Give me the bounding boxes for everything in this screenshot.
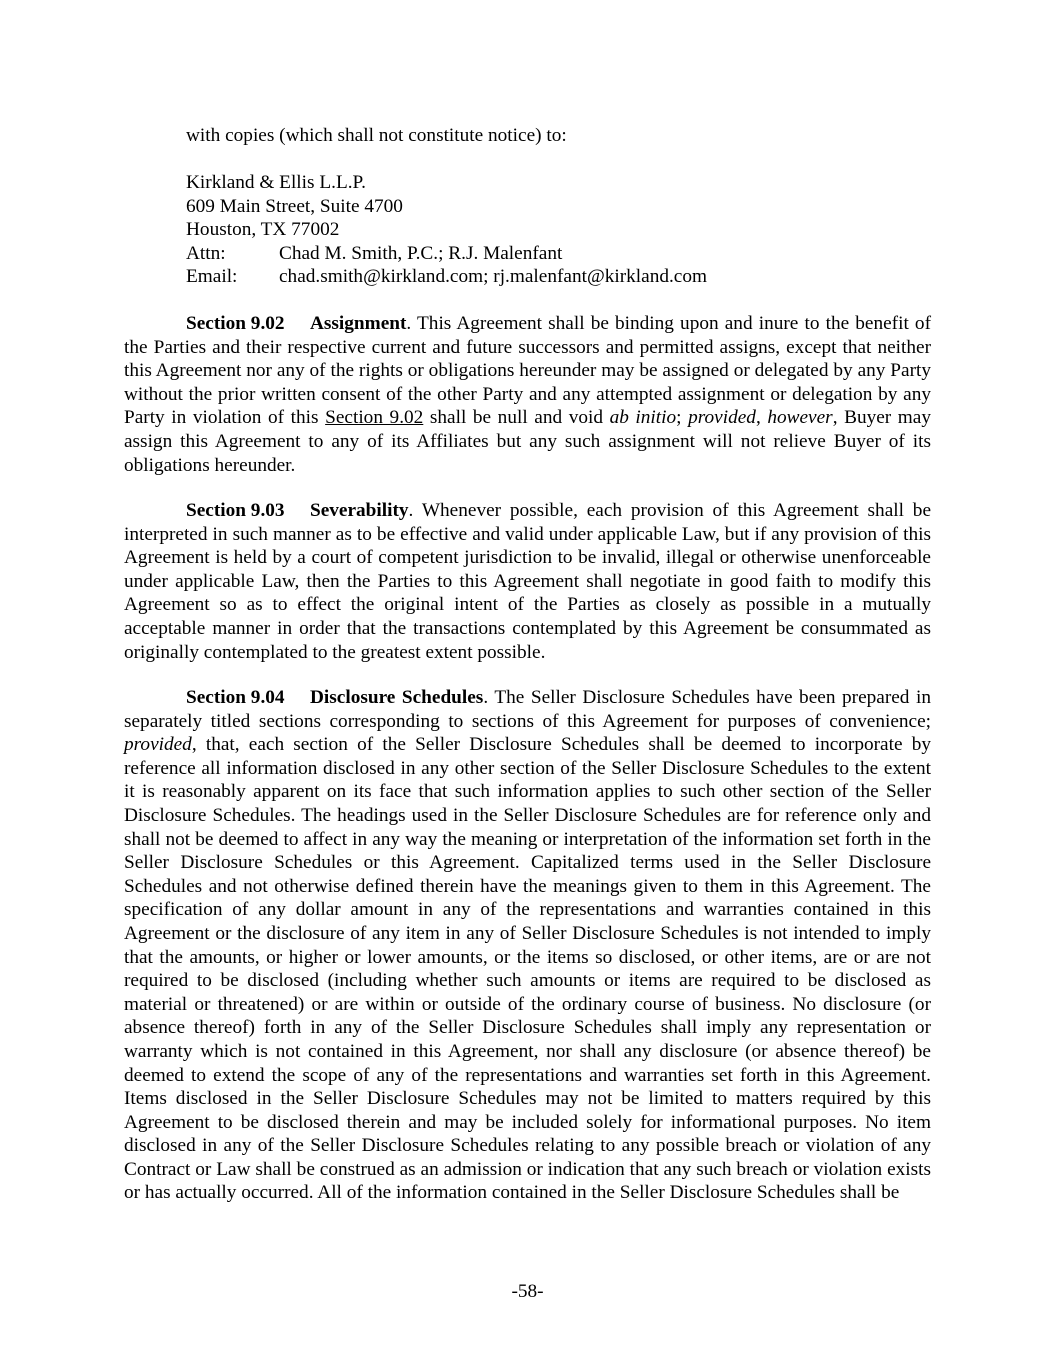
section-9-02-heading: [186, 313, 406, 334]
address-street: 609 Main Street, Suite 4700: [186, 195, 403, 217]
section-9-04-text-2: , that, each section of the Seller Disclosure Schedules shall be deemed to incorporate by reference all information disclosed in any other section of the Seller Disclosure Schedules to the extent it is reasonably apparent on its face that such information applies to such other section of the Seller Disclosure Schedules. The headings used in the Seller Disclosure Schedules are for reference only and shall not be deemed to affect in any way the meaning or interpretation of the information set forth in the Seller Disclosure Schedules or this Agreement. Capitalized terms used in the Seller Disclosure Schedules and not otherwise defined therein have the meanings given to them in this Agreement. The specification of any dollar amount in any of the representations and warranties contained in this Agreement or the disclosure of any item in any of Seller Disclosure Schedules is not intended to imply that the amounts, or higher or lower amounts, or the items so disclosed, or other items, are or are not required to be disclosed (including whether such amounts or items are required to be disclosed as material or threatened) or are within or outside of the ordinary course of business. No disclosure (or absence thereof) forth in any of the Seller Disclosure Schedules shall imply any representation or warranty which is not contained in this Agreement, nor shall any disclosure (or absence thereof) be deemed to extend the scope of any of the representations and warranties set forth in this Agreement. Items disclosed in the Seller Disclosure Schedules may not be limited to matters required by this Agreement to be disclosed therein and may be included solely for informational purposes. No item disclosed in any of the Seller Disclosure Schedules relating to any possible breach or violation of any Contract or Law shall be construed as an admission or indication that any such breach or violation exists or has actually occurred. All of the information contained in the Seller Disclosure Schedules shall be: [124, 734, 931, 1204]
section-9-03-title: Severability: [310, 500, 409, 521]
section-9-02-italic-however: however: [767, 407, 833, 429]
section-9-03-heading: [186, 500, 409, 521]
section-9-03-number: Section 9.03: [186, 500, 285, 521]
email-value: chad.smith@kirkland.com; rj.malenfant@kirkland.com: [279, 266, 707, 288]
section-9-02-italic-ab-initio: ab initio: [609, 407, 677, 429]
page-number: -58-: [511, 1281, 544, 1302]
email-label: Email:: [186, 266, 238, 288]
address-attn-row: [186, 242, 707, 266]
address-city: Houston, TX 77002: [186, 219, 340, 241]
section-9-03-text: . Whenever possible, each provision of this Agreement shall be interpreted in such manner as to be effective and valid under applicable Law, but if any provision of this Agreement is held by a court of competent jurisdiction to be invalid, illegal or otherwise unenforceable under applicable Law, then the Parties to this Agreement shall negotiate in good faith to modify this Agreement so as to effect the original intent of the Parties as closely as possible in a mutually acceptable manner in order that the transactions contemplated by this Agreement be consummated as originally contemplated to the greatest extent possible.: [124, 500, 931, 663]
attn-label: Attn:: [186, 242, 226, 264]
section-9-02-italic-provided: provided: [688, 407, 756, 429]
section-9-04-title: Disclosure Schedules: [310, 687, 484, 708]
notice-address-block: [186, 171, 707, 289]
section-9-04-number: Section 9.04: [186, 687, 285, 708]
section-9-02-cross-reference: Section 9.02: [325, 407, 424, 429]
copies-line: with copies (which shall not constitute notice) to:: [186, 125, 567, 146]
attn-value: Chad M. Smith, P.C.; R.J. Malenfant: [279, 242, 563, 264]
section-9-03-paragraph: [124, 499, 931, 664]
section-9-02-text-2: shall be null and void: [423, 407, 610, 429]
section-9-04-text-1: . The Seller Disclosure Schedules have been prepared in separately titled sections corresponding to sections of this Agreement for purposes of convenience;: [124, 687, 931, 732]
section-9-04-heading: [186, 687, 483, 708]
section-9-04-italic-provided: provided: [124, 734, 192, 756]
section-9-02-number: Section 9.02: [186, 313, 285, 334]
section-9-02-paragraph: [124, 312, 931, 477]
section-9-02-text-5: , Buyer may assign this Agreement to any of its Affiliates but any such assignment will not relieve Buyer of its obligations hereunder.: [124, 407, 932, 476]
section-9-02-text-4: ,: [755, 407, 768, 429]
address-firm: Kirkland & Ellis L.L.P.: [186, 172, 366, 193]
section-9-02-text-3: ;: [676, 407, 689, 429]
section-9-04-paragraph: [124, 686, 931, 1205]
address-email-row: [186, 265, 707, 289]
section-9-02-title: Assignment: [310, 313, 407, 334]
section-9-02-text-1: . This Agreement shall be binding upon and inure to the benefit of the Parties and their respective current and future successors and permitted assigns, except that neither this Agreement nor any of the rights or obligations hereunder may be assigned or delegated by any Party without the prior written consent of the other Party and any attempted assignment or delegation by any Party in violation of this: [124, 313, 931, 429]
